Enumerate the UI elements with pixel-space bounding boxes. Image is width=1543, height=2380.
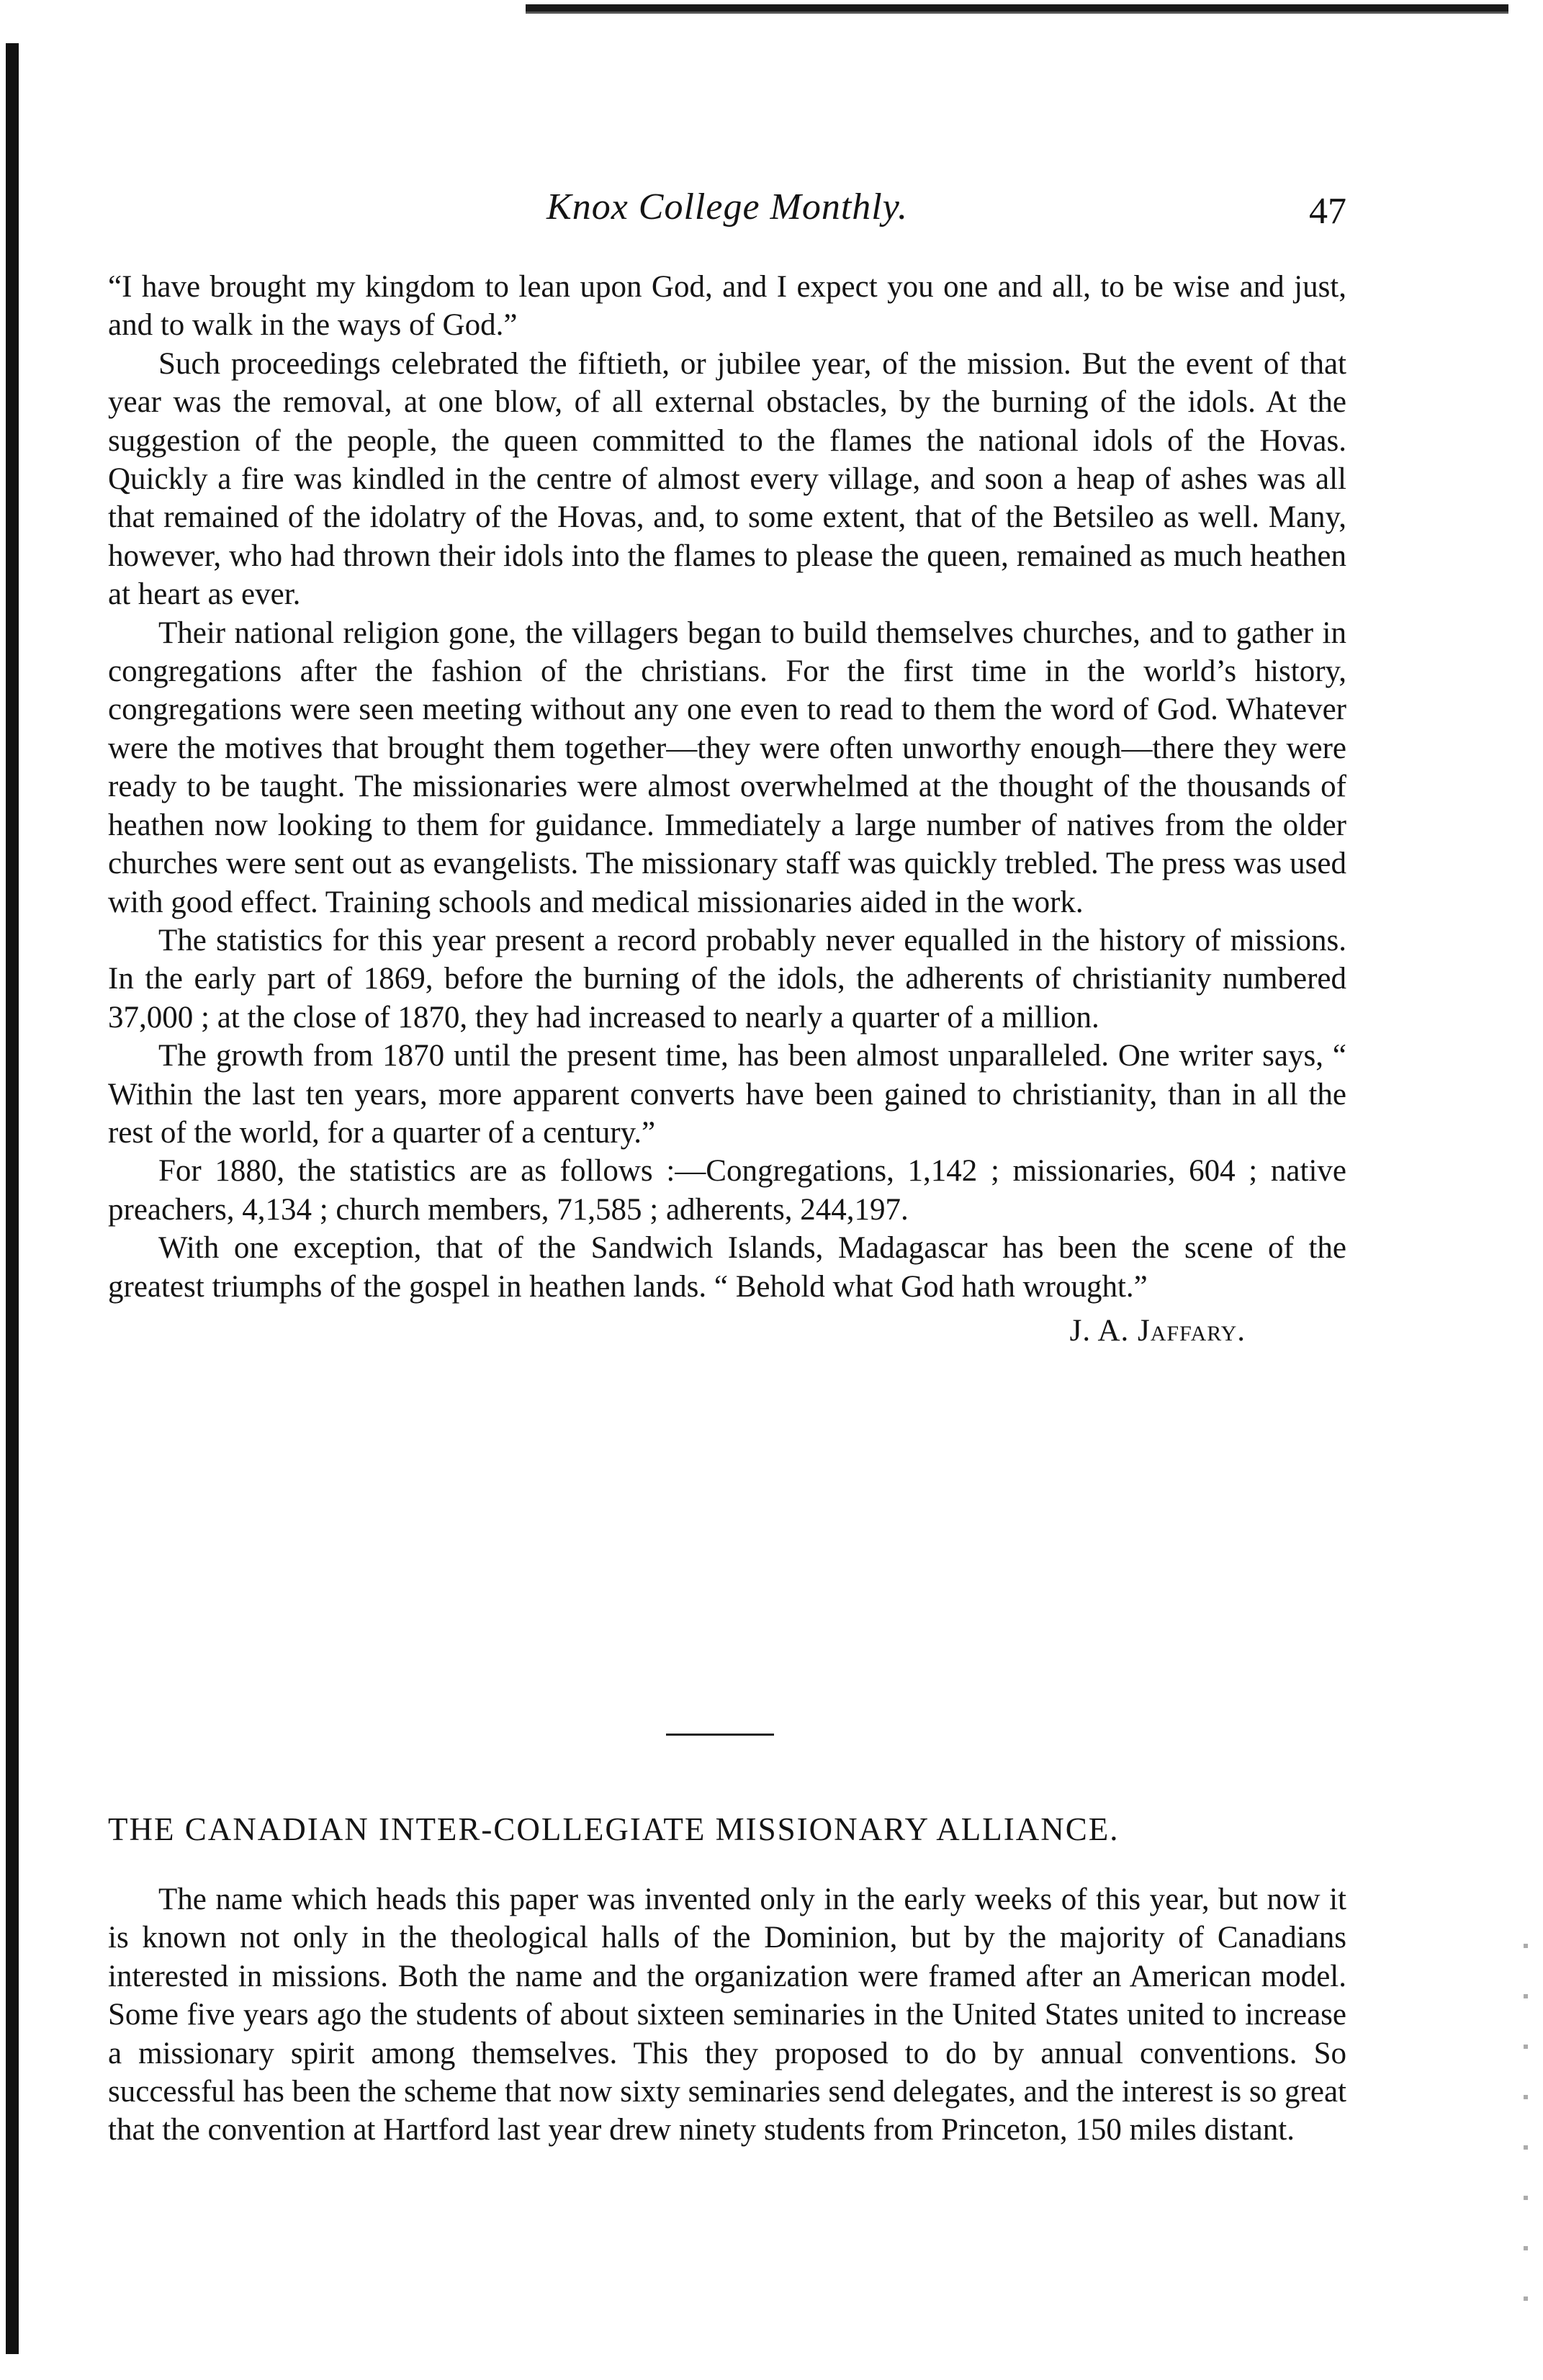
page-binding-edge <box>6 43 19 2354</box>
article-madagascar <box>108 268 1346 1350</box>
paragraph: The statistics for this year present a record probably never equalled in the history of missions. In the early part of 1869, before the burning of the idols, the adherents of christianity numbered 37,000 ; at the close of 1870, they had increased to nearly a quarter of a million. <box>108 923 1346 1035</box>
paragraph: The growth from 1870 until the present time, has been almost unparalleled. One writer says, “ Within the last ten years, more apparent converts have been gained to christianity, than in all the rest of the world, for a quarter of a century.” <box>108 1039 1346 1150</box>
paragraph: Their national religion gone, the villagers began to build themselves churches, and to gather in congregations after the fashion of the christians. For the first time in the world’s history, congregations were seen meeting without any one even to read to them the word of God. Whatever were the motives that brought them together—they were often unworthy enough—there they were ready to be taught. The missionaries were almost overwhelmed at the thought of the thousands of heathen now looking to them for guidance. Immediately a large number of natives from the older churches were sent out as evangelists. The missionary staff was quickly trebled. The press was used with good effect. Training schools and medical missionaries aided in the work. <box>108 616 1346 919</box>
running-header <box>108 186 1346 243</box>
top-rule <box>526 4 1508 12</box>
margin-marks <box>1524 1944 1528 2347</box>
article-alliance <box>108 1880 1346 2150</box>
page-number: 47 <box>1309 191 1346 232</box>
paragraph: “I have brought my kingdom to lean upon God, and I expect you one and all, to be wise and just, and to walk in the ways of God.” <box>108 270 1346 343</box>
section-separator <box>666 1734 774 1736</box>
author-signature: J. A. Jaffary. <box>1069 1313 1246 1348</box>
running-title: Knox College Monthly. <box>546 186 908 227</box>
paragraph: The name which heads this paper was invented only in the early weeks of this year, but now it is known not only in the theological halls of the Dominion, but by the majority of Canadians interested in missions. Both the name and the organization were framed after an American model. Some five years ago the students of about sixteen seminaries in the United States united to increase a missionary spirit among themselves. This they proposed to do by annual conventions. So successful has been the scheme that now sixty seminaries send delegates, and the interest is so great that the convention at Hartford last year drew ninety students from Princeton, 150 miles distant. <box>108 1883 1346 2147</box>
paragraph: With one exception, that of the Sandwich Islands, Madagascar has been the scene of the greatest triumphs of the gospel in heathen lands. “ Behold what God hath wrought.” <box>108 1231 1346 1304</box>
paragraph: For 1880, the statistics are as follows :—Congregations, 1,142 ; missionaries, 604 ; native preachers, 4,134 ; church members, 71,585 ; adherents, 244,197. <box>108 1154 1346 1227</box>
top-rule-thin <box>526 12 1508 14</box>
article-title: THE CANADIAN INTER-COLLEGIATE MISSIONARY ALLIANCE. <box>108 1811 1120 1847</box>
paragraph: Such proceedings celebrated the fiftieth, or jubilee year, of the mission. But the event of that year was the removal, at one blow, of all external obstacles, by the burning of the idols. At the suggestion of the people, the queen committed to the flames the national idols of the Hovas. Quickly a fire was kindled in the centre of almost every village, and soon a heap of ashes was all that remained of the idolatry of the Hovas, and, to some extent, that of the Betsileo as well. Many, however, who had thrown their idols into the flames to please the queen, remained as much heathen at heart as ever. <box>108 346 1346 612</box>
